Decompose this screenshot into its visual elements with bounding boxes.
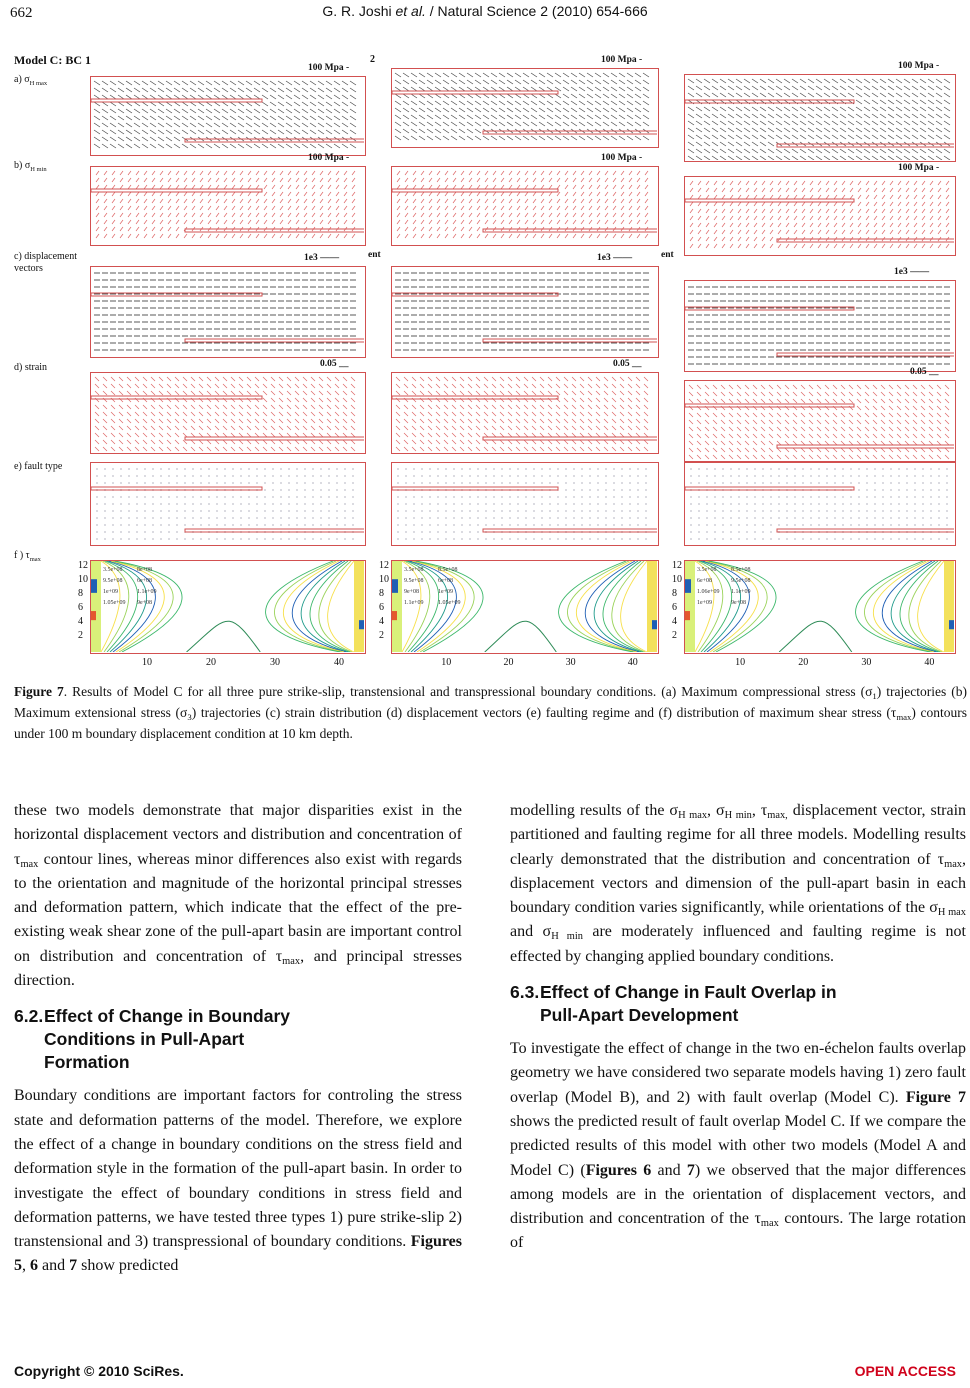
x-tick-label: 40 [627, 657, 638, 668]
y-tick-label: 4 [379, 616, 384, 627]
contour-line [402, 561, 421, 652]
contour-label: 9e+08 [731, 600, 747, 606]
y-tick-label: 6 [672, 602, 677, 613]
row-label-e: e) fault type [14, 461, 63, 472]
x-tick-label: 20 [205, 657, 216, 668]
sigma-hmax-panel [684, 74, 956, 162]
y-tick-label: 8 [78, 588, 83, 599]
displacement-scale-suffix: ent [368, 250, 381, 260]
contour-line [697, 561, 723, 652]
strain-scale-label: 0.05 __ [320, 359, 349, 369]
sigma-hmin-panel-graphic [685, 177, 954, 254]
contour-line [404, 561, 430, 652]
strain-scale-label: 0.05 __ [910, 367, 939, 377]
y-tick-label: 2 [379, 630, 384, 641]
stress-scale-label: 100 Mpa - [601, 55, 643, 65]
stress-scale-label: 100 Mpa - [308, 153, 350, 163]
contour-label: 1.05e+09 [103, 600, 126, 606]
tau-max-contour-panel-graphic [91, 561, 364, 652]
y-tick-label: 6 [78, 602, 83, 613]
strain-panel [684, 380, 956, 462]
y-tick-label: 12 [379, 560, 389, 571]
sigma-hmin-panel-graphic [91, 167, 364, 244]
open-access-label: OPEN ACCESS [854, 1363, 956, 1379]
paragraph: Boundary conditions are important factors for controling the stress state and deformation patterns of the model. Therefore, we explore the effect of a change in boundary conditions on the stress field and deformation style in the formation of the pull-apart basin. In order to investigate the effect of boundary conditions in stress field and deformation patterns, we have tested three types 1) pure strike-slip 2) transtensional and 3) transpressional of boundary conditions. Figures 5, 6 and 7 show predicted [14, 1087, 462, 1275]
x-tick-label: 30 [270, 657, 281, 668]
stress-scale-label: 100 Mpa - [898, 61, 940, 71]
contour-label: 1e+09 [103, 589, 119, 595]
figure-caption: Figure 7. Results of Model C for all three pure strike-slip, transtensional and transpressional boundary conditions. (a) Maximum compressional stress $(\sigma_1)$ trajectories (b) Maximum extensional stress $(\sigma_3)$ trajectories (c) strain distribution (d) displacement vectors (e) faulting regime and (f) distribution of maximum shear stress $(\tau_{max})$ contours under 100 m boundary displacement condition at 10 km depth. [14, 684, 968, 741]
y-tick-label: 12 [672, 560, 682, 571]
page-number: 662 [10, 5, 33, 21]
displacement-panel [684, 280, 956, 372]
y-tick-label: 6 [379, 602, 384, 613]
strain-panel [90, 372, 366, 454]
contour-label: 1e+09 [438, 589, 454, 595]
contour-label: 6e+08 [438, 578, 454, 584]
displacement-panel [391, 266, 659, 358]
contour-label: 9.5e+08 [404, 578, 424, 584]
tau-max-contour-panel [684, 560, 956, 654]
y-tick-label: 2 [672, 630, 677, 641]
row-label-f: f ) $\tau_{max}$ [14, 550, 41, 563]
y-tick-label: 8 [379, 588, 384, 599]
left-column [14, 799, 462, 1279]
contour-label: 3.5e+08 [697, 567, 717, 573]
y-tick-label: 10 [379, 574, 389, 585]
y-tick-label: 2 [78, 630, 83, 641]
stress-scale-label: 100 Mpa - [308, 63, 350, 73]
contour-label: 9e+08 [137, 600, 153, 606]
row-label-b: b) $\sigma_{H min}$ [14, 160, 47, 173]
tau-max-contour-panel [391, 560, 659, 654]
tau-max-contour-panel-graphic [392, 561, 657, 652]
contour-label: 9.5e+08 [731, 578, 751, 584]
x-tick-label: 30 [861, 657, 872, 668]
y-tick-label: 12 [78, 560, 88, 571]
y-tick-label: 10 [78, 574, 88, 585]
fault-type-panel-graphic [685, 463, 954, 544]
running-title-authors: G. R. Joshi [322, 3, 396, 19]
fault-type-panel-graphic [91, 463, 364, 544]
paragraph: these two models demonstrate that major disparities exist in the horizontal displacement vectors and distribution and concentration of $\tau_{max}$ contour lines, whereas minor differences also exist with regards to the orientation and magnitude of the horizontal principal stresses and deformation pattern, which indicate that the effect of the pre-existing weak shear zone of the pull-apart basin are important control on distribution and concentration of $\tau_{max}$, and principal stresses direction. [14, 802, 462, 990]
y-tick-label: 4 [78, 616, 83, 627]
paragraph: modelling results of the $\sigma_{H max}$, $\sigma_{H min}$, $\tau_{max,}$ displacement vector, strain partitioned and faulting regime for all three models. Modelling results clearly demonstrated that the distribution and concentration of $\tau_{max}$, displacement vectors and dimension of the pull-apart basin in each boundary condition varies significantly, while orientations of the $\sigma_{H max}$ and $\sigma_{H min}$ are moderately influenced and faulting regime is not effected by changing applied boundary conditions. [510, 802, 967, 965]
row-label-d: d) strain [14, 362, 48, 373]
x-tick-label: 30 [565, 657, 576, 668]
x-tick-label: 10 [141, 657, 152, 668]
row-label-c: c) displacement vectors [14, 251, 78, 274]
displacement-scale-label: 1e3 —— [304, 253, 340, 263]
contour-label: 9.5e+08 [103, 578, 123, 584]
sigma-hmin-panel [684, 176, 956, 256]
contour-label: 6e+08 [137, 578, 153, 584]
fault-type-panel-graphic [392, 463, 657, 544]
strain-scale-label: 0.05 __ [613, 359, 642, 369]
contour-label: 8.5e+08 [438, 567, 458, 573]
running-title-etal: et al. [395, 3, 426, 19]
contour-label: 1.06e+09 [697, 589, 720, 595]
figure-7 [8, 48, 963, 670]
displacement-panel-graphic [392, 267, 657, 356]
contour-label: 6e+08 [697, 578, 713, 584]
right-column [510, 799, 966, 1256]
x-tick-label: 20 [798, 657, 809, 668]
sigma-hmax-panel [90, 76, 366, 156]
x-tick-label: 20 [503, 657, 514, 668]
stray-mark: 2 [370, 54, 375, 65]
displacement-panel-graphic [685, 281, 954, 370]
contour-label: 1.1e+09 [137, 589, 157, 595]
contour-label: 1.1e+09 [731, 589, 751, 595]
x-tick-label: 10 [735, 657, 746, 668]
copyright: Copyright © 2010 SciRes. [14, 1363, 184, 1379]
figure-heading: Model C: BC 1 [14, 53, 91, 67]
stress-scale-label: 100 Mpa - [898, 163, 940, 173]
contour-line [187, 621, 261, 652]
tau-max-contour-panel-graphic [685, 561, 954, 652]
sigma-hmax-panel-graphic [91, 77, 364, 154]
row-label-a: a) $\sigma_{H max}$ [14, 74, 48, 87]
x-tick-label: 40 [924, 657, 935, 668]
contour-label: 1e+09 [697, 600, 713, 606]
contour-line [103, 561, 129, 652]
displacement-scale-suffix: ent [661, 250, 674, 260]
tau-max-contour-panel [90, 560, 366, 654]
displacement-scale-label: 1e3 —— [894, 267, 930, 277]
contour-label: 9e+08 [404, 589, 420, 595]
section-heading-6-3: 6.3.Effect of Change in Fault Overlap in Pull-Apart Development [510, 982, 837, 1026]
contour-line [779, 621, 852, 652]
contour-line [485, 621, 557, 652]
fault-type-panel [684, 462, 956, 546]
displacement-panel [90, 266, 366, 358]
x-tick-label: 10 [441, 657, 452, 668]
stress-scale-label: 100 Mpa - [601, 153, 643, 163]
section-heading-6-2: 6.2.Effect of Change in Boundary Conditions in Pull-Apart Formation [14, 1006, 290, 1073]
sigma-hmax-panel [391, 68, 659, 148]
caption-label: Figure 7 [14, 684, 64, 699]
displacement-panel-graphic [91, 267, 364, 356]
strain-panel-graphic [91, 373, 364, 452]
sigma-hmin-panel [90, 166, 366, 246]
sigma-hmax-panel-graphic [392, 69, 657, 146]
fault-type-panel [90, 462, 366, 546]
contour-line [695, 561, 714, 652]
y-tick-label: 4 [672, 616, 677, 627]
contour-label: 3.5e+08 [404, 567, 424, 573]
x-tick-label: 40 [334, 657, 345, 668]
contour-label: 8e+08 [137, 567, 153, 573]
sigma-hmin-panel-graphic [392, 167, 657, 244]
strain-panel [391, 372, 659, 454]
contour-label: 1.1e+09 [404, 600, 424, 606]
contour-label: 8.5e+08 [731, 567, 751, 573]
running-title-rest: / Natural Science 2 (2010) 654-666 [425, 3, 648, 19]
paragraph: To investigate the effect of change in the two en-échelon faults overlap geometry we have considered two separate models having 1) zero fault overlap (Model B), and 2) with fault overlap (Model C). Figure 7 shows the predicted result of fault overlap Model C. If we compare the predicted results of this model with other two models (Model A and Model C) (Figures 6 and 7) we observed that the major differences among models are in the orientation of displacement vectors, and distribution and concentration of the $\tau_{max}$ contours. The large rotation of [510, 1040, 967, 1252]
contour-line [101, 561, 120, 652]
displacement-scale-label: 1e3 —— [597, 253, 633, 263]
sigma-hmin-panel [391, 166, 659, 246]
fault-type-panel [391, 462, 659, 546]
y-tick-label: 8 [672, 588, 677, 599]
sigma-hmax-panel-graphic [685, 75, 954, 160]
strain-panel-graphic [685, 381, 954, 460]
y-tick-label: 10 [672, 574, 682, 585]
contour-label: 3.5e+08 [103, 567, 123, 573]
contour-label: 1.05e+09 [438, 600, 461, 606]
running-title [0, 3, 970, 19]
strain-panel-graphic [392, 373, 657, 452]
